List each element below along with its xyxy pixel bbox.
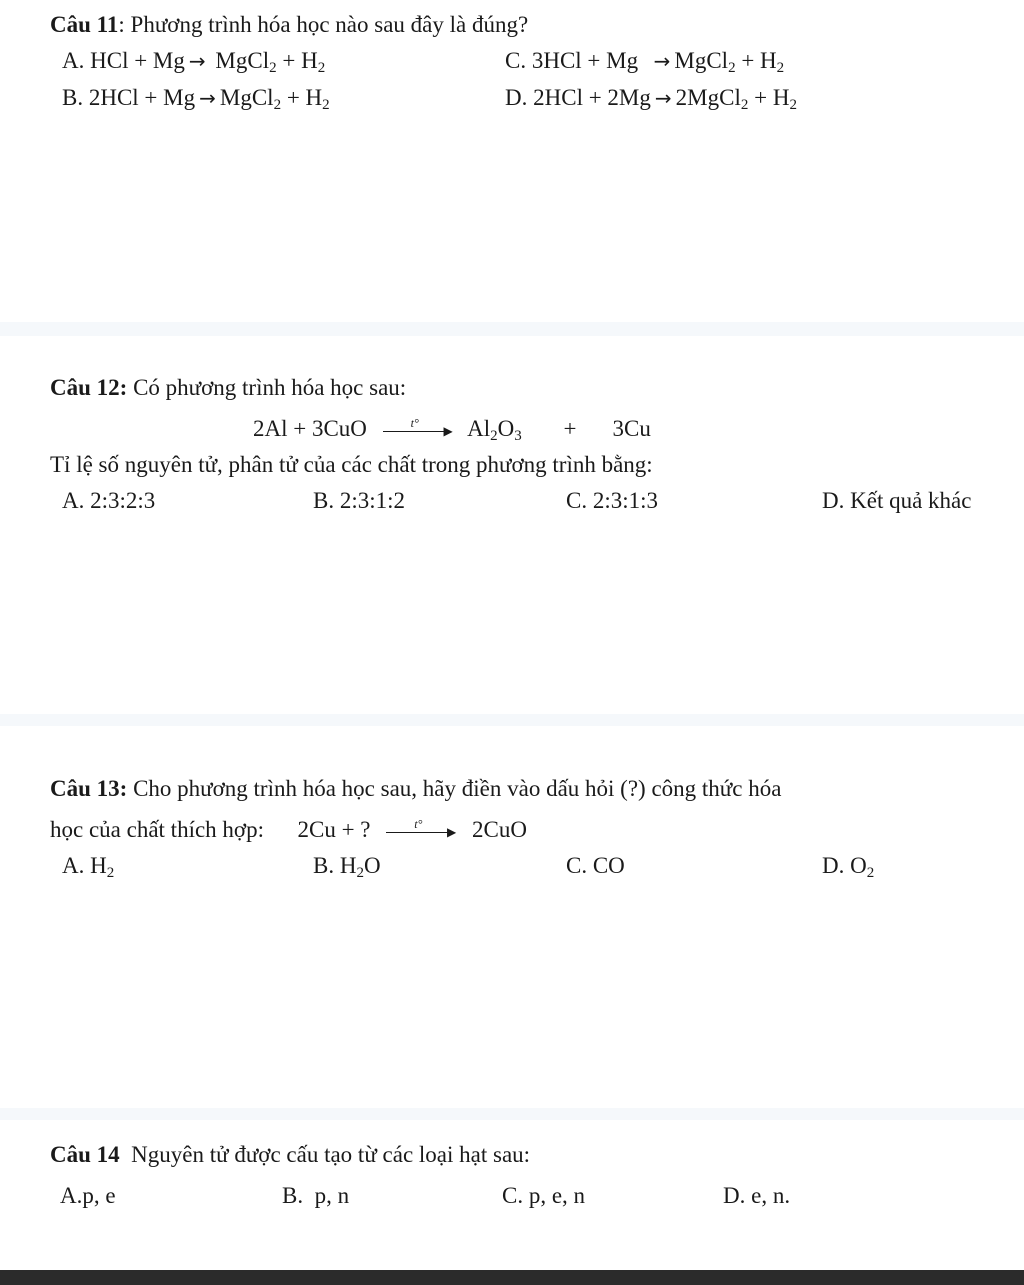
heat-arrow-icon: t° ▶ (383, 415, 453, 443)
question-14-text: Nguyên tử được cấu tạo từ các loại hạt sau: (119, 1142, 531, 1167)
question-13-equation-line: học của chất thích hợp: 2Cu + ? t° ▶ 2CuO (50, 817, 527, 842)
question-11-option-d[interactable]: D. 2HCl + 2Mg → 2MgCl$_2$ + $H_2$ (505, 85, 797, 113)
background-band (0, 714, 1024, 726)
question-12-text: Có phương trình hóa học sau: (127, 375, 407, 400)
question-12-option-d[interactable]: D. Kết quả khác (822, 488, 972, 513)
question-12-equation: 2Al + 3CuO t° ▶ $Al_2O_3 + 3Cu$ (253, 416, 651, 444)
question-13-text: Cho phương trình hóa học sau, hãy điền vào dấu hỏi (?) công thức hóa (127, 776, 782, 801)
question-12-heading (50, 374, 406, 402)
arrow-icon: → (188, 49, 206, 73)
question-13-label: Câu 13: (50, 776, 128, 801)
question-14-heading (50, 1141, 530, 1169)
question-14-option-a[interactable]: A.p, e (60, 1183, 116, 1208)
question-12-label: Câu 12: (50, 375, 128, 400)
question-13-option-b[interactable]: B. $H_2O$ (313, 853, 381, 881)
arrow-icon: → (654, 86, 672, 110)
question-11-option-a[interactable]: A. HCl + Mg → MgCl$_2$ + $H_2$ (62, 48, 326, 76)
question-12-option-a[interactable]: A. 2:3:2:3 (62, 488, 156, 513)
arrow-icon: → (653, 49, 671, 73)
question-11-option-c[interactable]: C. 3HCl + Mg → MgCl$_2$ + $H_2$ (505, 48, 785, 76)
heat-arrow-icon: t° ▶ (386, 816, 456, 844)
question-12-option-c[interactable]: C. 2:3:1:3 (566, 488, 659, 513)
arrow-icon: → (199, 86, 216, 110)
question-14-option-b[interactable]: B. p, n (282, 1183, 350, 1208)
question-14-option-d[interactable]: D. e, n. (723, 1183, 791, 1208)
background-band (0, 1108, 1024, 1120)
question-11-label: Câu 11 (50, 12, 119, 37)
question-13-heading (50, 775, 781, 803)
question-14-label: Câu 14 (50, 1142, 120, 1167)
question-11-option-b[interactable]: B. 2HCl + Mg → MgCl$_2$ + $H_2$ (62, 85, 330, 113)
question-14-option-c[interactable]: C. p, e, n (502, 1183, 586, 1208)
question-13-option-c[interactable]: C. CO (566, 853, 625, 878)
background-band (0, 322, 1024, 336)
question-11-text: : Phương trình hóa học nào sau đây là đúng? (118, 12, 529, 37)
question-13-option-d[interactable]: D. $O_2$ (822, 853, 875, 881)
question-11-heading (50, 11, 528, 39)
bottom-bar (0, 1270, 1024, 1285)
question-12-prompt: Tỉ lệ số nguyên tử, phân tử của các chất trong phương trình bằng: (50, 452, 653, 477)
question-13-option-a[interactable]: A. $H_2$ (62, 853, 115, 881)
question-12-option-b[interactable]: B. 2:3:1:2 (313, 488, 406, 513)
